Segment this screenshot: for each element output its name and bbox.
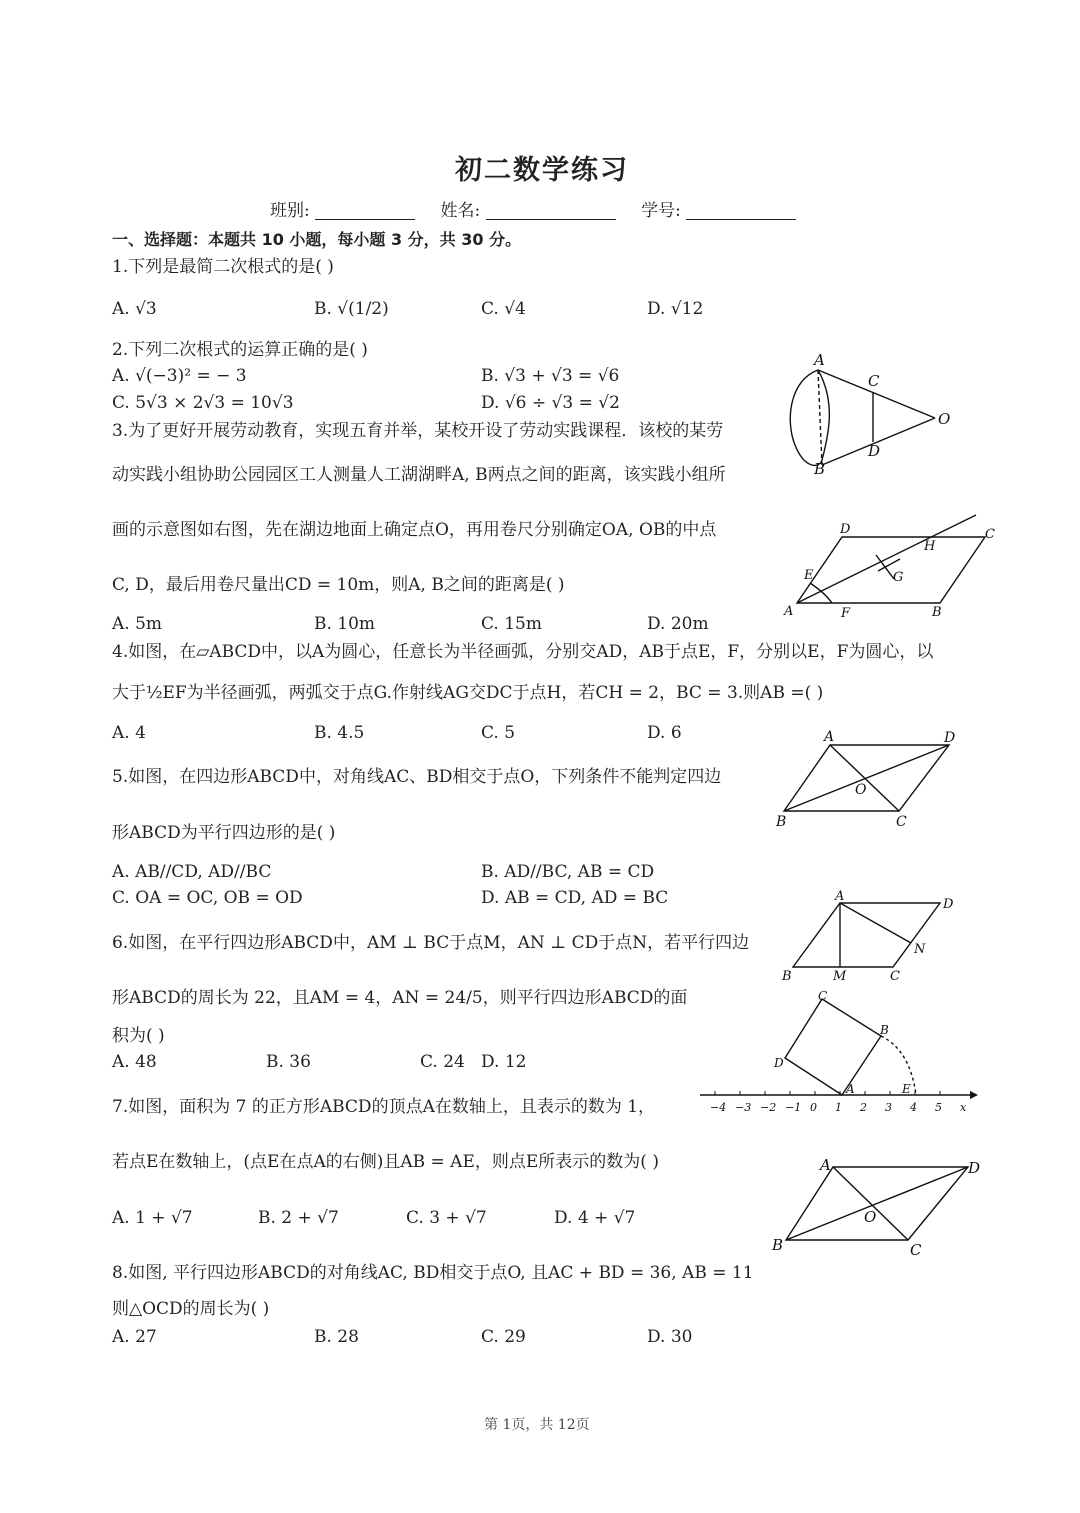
label-e: E bbox=[804, 568, 814, 583]
tick-label: 5 bbox=[935, 1101, 942, 1114]
label-d: D bbox=[840, 522, 851, 537]
label-b: B bbox=[776, 814, 787, 830]
label-b: B bbox=[932, 605, 942, 620]
q3-option-d: D. 20m bbox=[647, 614, 709, 634]
q2-option-d: D. √6 ÷ √3 = √2 bbox=[481, 393, 620, 413]
segment-ab bbox=[818, 370, 822, 465]
label-c: C bbox=[818, 989, 828, 1003]
parallelogram-abcd bbox=[793, 903, 940, 967]
q7-option-a: A. 1 + √7 bbox=[112, 1208, 193, 1228]
question-7-line-1: 7.如图，面积为 7 的正方形ABCD的顶点A在数轴上，且表示的数为 1， bbox=[112, 1097, 656, 1117]
label-n: N bbox=[914, 942, 926, 957]
q1-option-d: D. √12 bbox=[647, 299, 704, 319]
page-title: 初二数学练习 bbox=[455, 155, 629, 186]
q8-option-c: C. 29 bbox=[481, 1327, 526, 1347]
label-a: A bbox=[824, 729, 835, 745]
question-3-line-2: 动实践小组协助公园园区工人测量人工湖湖畔A, B两点之间的距离，该实践小组所 bbox=[112, 465, 726, 485]
q6-option-a: A. 48 bbox=[112, 1052, 157, 1072]
label-c: C bbox=[985, 527, 995, 542]
altitude-an bbox=[840, 903, 911, 943]
label-b: B bbox=[782, 969, 792, 984]
question-6-line-1: 6.如图，在平行四边形ABCD中，AM ⊥ BC于点M，AN ⊥ CD于点N，若平行四边 bbox=[112, 933, 750, 953]
q1-option-b: B. √(1/2) bbox=[314, 299, 389, 319]
question-3-line-4: C, D，最后用卷尺量出CD = 10m，则A, B之间的距离是( ) bbox=[112, 575, 565, 595]
q4-option-c: C. 5 bbox=[481, 723, 516, 743]
label-d: D bbox=[944, 730, 956, 746]
q7-option-d: D. 4 + √7 bbox=[554, 1208, 636, 1228]
q3-option-c: C. 15m bbox=[481, 614, 542, 634]
lake-outline bbox=[790, 370, 829, 465]
arc-ef bbox=[810, 583, 832, 603]
label-o: O bbox=[864, 1208, 877, 1226]
q1-option-a: A. √3 bbox=[112, 299, 157, 319]
q8-option-d: D. 30 bbox=[647, 1327, 693, 1347]
diagonal-ac bbox=[833, 1167, 908, 1240]
q6-option-b: B. 36 bbox=[266, 1052, 311, 1072]
label-b: B bbox=[814, 460, 826, 478]
class-label: 班别: bbox=[270, 201, 310, 221]
q3-option-a: A. 5m bbox=[112, 614, 163, 634]
parallelogram-abcd bbox=[797, 537, 985, 603]
label-h: H bbox=[924, 539, 936, 554]
q5-option-a: A. AB//CD, AD//BC bbox=[112, 862, 272, 882]
tick-label: x bbox=[960, 1101, 967, 1114]
q8-option-b: B. 28 bbox=[314, 1327, 359, 1347]
question-6-line-3: 积为( ) bbox=[112, 1026, 165, 1046]
figure-q5-quadrilateral bbox=[772, 728, 972, 833]
tick-label: 4 bbox=[910, 1101, 917, 1114]
q8-option-a: A. 27 bbox=[112, 1327, 157, 1347]
q2-option-a: A. √(−3)² = − 3 bbox=[112, 366, 247, 386]
tick-label: −3 bbox=[735, 1101, 752, 1114]
label-d: D bbox=[943, 897, 954, 912]
q2-option-c: C. 5√3 × 2√3 = 10√3 bbox=[112, 393, 294, 413]
tick-label: −2 bbox=[760, 1101, 777, 1114]
diagonal-ac bbox=[830, 745, 899, 811]
tick-label: −1 bbox=[785, 1101, 802, 1114]
question-5-line-2: 形ABCD为平行四边形的是( ) bbox=[112, 823, 336, 843]
q4-option-a: A. 4 bbox=[112, 723, 146, 743]
label-d: D bbox=[774, 1056, 784, 1070]
label-g: G bbox=[893, 570, 904, 585]
q4-option-d: D. 6 bbox=[647, 723, 682, 743]
question-1-stem: 1.下列是最简二次根式的是( ) bbox=[112, 257, 334, 277]
label-e: E bbox=[902, 1082, 911, 1096]
q7-option-c: C. 3 + √7 bbox=[406, 1208, 487, 1228]
label-c: C bbox=[868, 372, 880, 390]
q5-option-b: B. AD//BC, AB = CD bbox=[481, 862, 655, 882]
name-field[interactable] bbox=[486, 205, 616, 220]
label-f: F bbox=[841, 606, 851, 621]
student-info-row bbox=[270, 203, 796, 220]
q1-option-c: C. √4 bbox=[481, 299, 526, 319]
q5-option-d: D. AB = CD, AD = BC bbox=[481, 888, 669, 908]
tick-label: 0 bbox=[810, 1101, 817, 1114]
figure-q7-number-line bbox=[698, 990, 978, 1125]
q4-option-b: B. 4.5 bbox=[314, 723, 365, 743]
label-d: D bbox=[868, 442, 881, 460]
question-8-line-2: 则△OCD的周长为( ) bbox=[112, 1299, 270, 1319]
label-a: A bbox=[814, 351, 825, 369]
label-m: M bbox=[833, 969, 847, 984]
diagonal-bd bbox=[786, 1167, 968, 1240]
question-5-line-1: 5.如图，在四边形ABCD中，对角线AC、BD相交于点O，下列条件不能判定四边 bbox=[112, 767, 722, 787]
figure-q6-parallelogram bbox=[778, 888, 968, 988]
question-8-line-1: 8.如图, 平行四边形ABCD的对角线AC, BD相交于点O, 且AC + BD = 36, AB = 11 bbox=[112, 1263, 754, 1283]
label-b: B bbox=[880, 1023, 889, 1037]
name-label: 姓名: bbox=[440, 201, 481, 221]
label-d: D bbox=[968, 1159, 981, 1177]
q3-option-b: B. 10m bbox=[314, 614, 376, 634]
label-o: O bbox=[855, 782, 867, 798]
question-2-stem: 2.下列二次根式的运算正确的是( ) bbox=[112, 340, 368, 360]
tick-label: 3 bbox=[885, 1101, 892, 1114]
question-3-line-3: 画的示意图如右图，先在湖边地面上确定点O，再用卷尺分别确定OA, OB的中点 bbox=[112, 520, 717, 540]
figure-q8-parallelogram bbox=[768, 1155, 988, 1265]
q6-option-d: D. 12 bbox=[481, 1052, 527, 1072]
q7-option-b: B. 2 + √7 bbox=[258, 1208, 339, 1228]
tick-label: 2 bbox=[860, 1101, 867, 1114]
label-a: A bbox=[784, 604, 794, 619]
question-4-line-1: 4.如图，在▱ABCD中，以A为圆心，任意长为半径画弧，分别交AD，AB于点E，F，分别以E，F为圆心，以 bbox=[112, 642, 934, 662]
q2-option-b: B. √3 + √3 = √6 bbox=[481, 366, 620, 386]
q6-option-c: C. 24 bbox=[420, 1052, 465, 1072]
id-label: 学号: bbox=[641, 201, 681, 221]
label-o: O bbox=[938, 410, 951, 428]
label-a: A bbox=[835, 889, 845, 904]
label-c: C bbox=[890, 969, 900, 984]
question-7-line-2: 若点E在数轴上，(点E在点A的右侧)且AB = AE，则点E所表示的数为( ) bbox=[112, 1152, 659, 1172]
figure-q4-parallelogram bbox=[780, 515, 1010, 625]
question-6-line-2: 形ABCD的周长为 22，且AM = 4，AN = 24/5，则平行四边形ABCD的面 bbox=[112, 988, 688, 1008]
label-c: C bbox=[910, 1241, 922, 1259]
arrow-head bbox=[970, 1091, 978, 1099]
label-a: A bbox=[846, 1082, 855, 1096]
question-4-line-2: 大于½EF为半径画弧，两弧交于点G.作射线AG交DC于点H，若CH = 2，BC = 3.则AB =( ) bbox=[112, 683, 824, 703]
tick-label: 1 bbox=[835, 1101, 842, 1114]
figure-q3-lake bbox=[780, 350, 960, 480]
id-field[interactable] bbox=[686, 205, 796, 220]
label-c: C bbox=[896, 814, 907, 830]
q5-option-c: C. OA = OC, OB = OD bbox=[112, 888, 303, 908]
label-a: A bbox=[820, 1156, 831, 1174]
label-b: B bbox=[772, 1236, 784, 1254]
tick-label: −4 bbox=[710, 1101, 727, 1114]
section-heading: 一、选择题：本题共 10 小题，每小题 3 分，共 30 分。 bbox=[112, 230, 522, 249]
page-footer: 第 1页，共 12页 bbox=[484, 1417, 590, 1433]
question-3-line-1: 3.为了更好开展劳动教育，实现五育并举，某校开设了劳动实践课程．该校的某劳 bbox=[112, 421, 724, 441]
square-abcd bbox=[785, 999, 881, 1095]
class-field[interactable] bbox=[315, 205, 415, 220]
